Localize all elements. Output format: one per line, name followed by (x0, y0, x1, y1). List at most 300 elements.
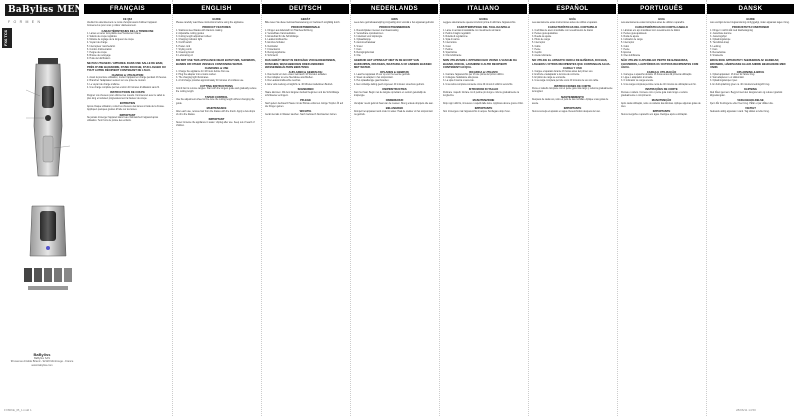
section-title: KNIPINSTRUCTIES (382, 88, 407, 92)
section-text: Leggere attentamente queste istruzioni prima di utilizzare l'apparecchio. (443, 21, 516, 24)
section-title: BELANGRIJK (385, 107, 404, 111)
section-text: 9. Huile de lubrification (87, 57, 111, 60)
language-column-deutsch (262, 0, 349, 416)
safety-warning: GEBRUIK HET APPARAAT NIET IN DE BUURT VAN BADKUIPEN, DOUCHES, WASTAFELS OF ANDERE BAKKEN MET WATER. (354, 59, 432, 69)
section-text: 5. Interruptor (532, 42, 546, 45)
section-title: PRODUCT FEATURES (202, 26, 231, 30)
product-illustration (18, 56, 78, 296)
instruction-section (354, 18, 435, 25)
section-text: 4. Eine volle Ladung ermöglicht ca. 40 Minuten kabellosen Betrieb. (265, 83, 333, 86)
instruction-section (87, 62, 168, 72)
section-title: IMPORTANT (119, 113, 136, 117)
language-column-nederlands (351, 0, 438, 416)
section-text: 4. Indicador de carga (621, 39, 643, 42)
language-body (176, 17, 257, 407)
section-text: Never immerse the appliance in water. Unplug after use. Keep out of reach of children. (176, 121, 255, 127)
language-header (529, 4, 616, 14)
section-text: 3. La spia di carica si accende. (443, 80, 475, 83)
instruction-section (710, 88, 791, 98)
instruction-section (710, 107, 791, 114)
instruction-section (621, 71, 702, 87)
instruction-section (532, 107, 613, 114)
section-text: 8. Reinigungsbürste (265, 51, 286, 54)
section-text: 3. Opladningslampen lyser. (710, 80, 738, 83)
safety-warning: NON UTILIZZARE L'APPARECCHIO VICINO A VASCHE DA BAGNO, DOCCE, LAVANDINI O ALTRI RECIPIENTI CONTENENTI ACQUA. (443, 59, 517, 69)
instruction-section (532, 85, 613, 95)
section-text: 3. O indicador de carga acende. (621, 80, 654, 83)
column-divider (261, 0, 262, 416)
instruction-section (532, 96, 613, 106)
section-title: ISTRUZIONI DI TAGLIO (468, 88, 499, 92)
section-text: 4. Oplaadlampje (354, 39, 371, 42)
instruction-section (265, 59, 346, 69)
language-header-label: NEDERLANDS (371, 5, 418, 12)
section-text: 9. Olio lubrificante (443, 54, 462, 57)
section-text: 3. Die Ladekontrollleuchte leuchtet. (265, 80, 301, 83)
section-title: CARACTERÍSTICAS DEL CORTAPELO (547, 26, 598, 30)
section-title: OPLADEN & GEBRUIK (380, 70, 409, 74)
instruction-section (87, 74, 168, 90)
section-text: 2. Ligue o adaptador à tomada. (621, 77, 653, 80)
instruction-section (443, 99, 524, 106)
section-title: CARACTERÍSTICAS DO CORTA-CABELO (635, 26, 688, 30)
section-text: Nach jedem Gebrauch Haare mit der Bürste entfernen. Einige Tropfen Öl auf die Klingen geben. (265, 102, 344, 108)
section-text: Lea atentamente estas instrucciones antes de utilizar el aparato. (532, 21, 598, 24)
section-title: CARACTÉRISTIQUES DE LA TONDEUSE (101, 29, 154, 33)
section-text: 5. Interrupteur marche/arrêt (87, 45, 116, 48)
brand-tagline: F O R M E N (8, 20, 42, 24)
column-divider (528, 0, 529, 416)
column-divider (439, 0, 440, 416)
section-text: 2. Verstelbare opzetkammen (354, 33, 384, 36)
instruction-section (621, 88, 702, 98)
section-text: Use the adjustment wheel to fine-tune the cutting length without changing the guide. (176, 99, 255, 105)
section-text: 1. Lames en acier inoxydable avec revêtement titane (87, 33, 141, 36)
section-text: 5. Ein/Aus-Schalter (265, 42, 285, 45)
section-title: CUTTING INSTRUCTIONS (200, 84, 233, 88)
section-text: 4. Voyant de charge (87, 42, 108, 45)
cover-footer (4, 352, 80, 367)
section-text: 6. Cavo (443, 45, 451, 48)
language-header-label: DANSK (738, 5, 763, 12)
language-header-label: ITALIANO (467, 5, 500, 12)
section-text: 1. Cargue el aparato durante 16 horas antes del primer uso. (532, 70, 594, 73)
section-text: 3. El piloto de carga se enciende. (532, 77, 566, 80)
section-text: Gerät niemals in Wasser tauchen. Nach Gebrauch Netzstecker ziehen. (265, 114, 338, 116)
section-text: 1. Das Gerät vor dem ersten Gebrauch 16 Stunden aufladen. (265, 74, 328, 77)
section-title: SCHNEIDEN (297, 88, 314, 92)
section-text: Veuillez lire attentivement ce mode d'emploi avant d'utiliser l'appareil. Conservez-le pour vous y référer ultérieurement. (87, 21, 158, 28)
section-text: 2. Sabots de coupe réglables (87, 36, 117, 39)
language-body (621, 17, 702, 407)
footer-logo: BaByliss (33, 352, 51, 357)
section-text: 4. Charging indicator light (176, 39, 203, 42)
language-body (87, 17, 168, 407)
instruction-section (532, 67, 613, 83)
section-title: ENTRETIEN (119, 102, 136, 106)
section-text: Kam het haar. Begin met de langste opzetkam en verkort geleidelijk de kniplengte. (354, 91, 426, 97)
section-text: 1. Carregue o aparelho durante 16 horas antes da primeira utilização. (621, 74, 692, 77)
section-text: Nunca sumerja el aparato en agua. Desenchúfelo después del uso. (532, 110, 601, 113)
safety-warning: DO NOT USE THIS APPLIANCE NEAR BATHTUBS, SHOWERS, BASINS OR OTHER VESSELS CONTAINING WATER. (176, 59, 256, 66)
safety-warning: NE PAS UTILISER L'APPAREIL DANS UNE SALLE DE BAIN, PRÈS D'UNE BAIGNOIRE, D'UNE DOUCHE, D'UN LAVABO OU TOUT AUTRE RÉCIPIENT CONTENANT DE L'EAU. (87, 62, 166, 72)
section-text: 4. Opladningslampe (710, 39, 731, 42)
section-text: 1. Caricare l'apparecchio per 16 ore prima del primo utilizzo. (443, 74, 505, 77)
section-text: 7. Styling comb (176, 48, 192, 51)
section-text: After each use, remove hair from the blades with the brush. Apply a few drops of oil to the blades. (176, 110, 256, 116)
section-text: 1. Lame in acciaio inossidabile con rivestimento al titanio (443, 30, 501, 33)
instruction-section (532, 59, 613, 66)
language-column-english (173, 0, 260, 416)
section-text: 4. Een volledige lading geeft ongeveer 40 minuten snoerloos gebruik. (354, 83, 425, 86)
language-column-dansk (707, 0, 794, 416)
section-text: 1. Klingen aus Edelstahl mit Titanbeschichtung (265, 30, 313, 33)
section-text: 4. Una carga completa permite unos 40 minutos de uso sin cable. (532, 80, 599, 83)
section-text: 9. Lubricating oil (176, 54, 193, 57)
section-title: MAINTENANCE (206, 107, 227, 110)
section-text: Peine el cabello. Empiece con el peine guía más largo y reduzca gradualmente la longitud. (532, 88, 613, 94)
section-title: PRODUCTKENMERKEN (379, 26, 410, 30)
section-text: 6. Cordon d'alimentation (87, 48, 112, 51)
instruction-section (265, 99, 346, 109)
section-title: CHARGING & USE (204, 67, 229, 71)
section-text: 3. Einstellrad für die Schnittlänge (265, 36, 299, 39)
section-text: Please carefully read these instructions before using the appliance. (176, 21, 245, 24)
section-title: GUIDE (212, 18, 221, 22)
instruction-section (87, 91, 168, 101)
clipper-diagram (26, 58, 70, 176)
section-text: 2. Plug the adapter into a mains socket. (176, 73, 217, 76)
section-text: 1. Lâminas em aço inoxidável com revestimento de titânio (621, 30, 680, 33)
language-body (532, 17, 613, 407)
section-text: 4. Piloto de carga (532, 39, 550, 42)
section-text: 6. Netzkabel (265, 45, 278, 48)
section-text: 8. Rensebørste (710, 51, 726, 54)
section-text: 1. Charge the appliance for 16 hours before first use. (176, 70, 230, 73)
model-label: FX6 TC6 (3, 30, 8, 47)
section-text: Non immergere mai l'apparecchio in acqua. Scollegare dopo l'uso. (443, 110, 511, 113)
section-text: Penteie o cabelo. Comece com o pente guia mais longo e reduza gradualmente o comprimento. (621, 91, 688, 97)
section-text: 8. Reinigingsborstel (354, 51, 375, 54)
section-text: 1. Stainless steel blades with titanium coating (176, 30, 223, 33)
section-title: WICHTIG (299, 110, 312, 114)
instruction-section (265, 71, 346, 87)
section-text: 2. Steek de adapter in het stopcontact. (354, 77, 394, 80)
column-divider (350, 0, 351, 416)
section-text: 8. Escova (621, 51, 632, 54)
instruction-section (354, 107, 435, 117)
instruction-section (443, 26, 524, 57)
section-text: 2. Verstellbare Kammaufsätze (265, 33, 296, 36)
instruction-section (621, 59, 702, 69)
section-text: 7. Pettine (443, 48, 453, 51)
section-title: AUFLADEN & GEBRAUCH (288, 70, 323, 74)
section-text: 3. Justeringshjul (710, 36, 727, 39)
section-text: Después de cada uso, retire el pelo de las cuchillas. Aplique unas gotas de aceite. (532, 99, 609, 105)
section-text: 8. Spazzolina (443, 51, 457, 54)
language-header-label: PORTUGUÊS (640, 5, 683, 12)
language-body (265, 17, 346, 407)
section-text: 5. Tænd/sluk-knap (710, 42, 729, 45)
section-title: KLIPNING (744, 88, 757, 92)
column-divider (617, 0, 618, 416)
section-text: Verwijder na elk gebruik haar van de messen. Breng enkele druppels olie aan. (354, 102, 434, 105)
instruction-section (710, 26, 791, 57)
section-text: 3. Molette de réglage de la longueur de coupe (87, 39, 134, 42)
section-text: 3. Rueda de ajuste (532, 36, 552, 39)
instruction-section (87, 18, 168, 28)
accessories-diagram (24, 268, 72, 290)
section-text: 9. Aceite lubricante (532, 54, 552, 57)
instruction-section (710, 99, 791, 106)
section-title: PRODUKTETS FUNKTIONER (732, 26, 769, 30)
safety-warning: NÃO UTILIZE O APARELHO PERTO DE BANHEIRAS, CHUVEIROS, LAVATÓRIOS OU OUTROS RECIPIENTES COM ÁGUA. (621, 59, 699, 69)
section-text: 2. Enchufe el adaptador a la toma de corriente. (532, 73, 580, 76)
section-text: 1. Avant la première utilisation, mettez l'appareil en charge pendant 16 heures. (87, 77, 167, 80)
section-text: 3. Cutting length adjustment wheel (176, 36, 212, 39)
section-title: GUÍA (569, 18, 576, 22)
section-text: 4. Une charge complète permet environ 40 minutes d'utilisation sans fil. (87, 86, 160, 89)
section-title: INSTRUÇÕES DE CORTE (645, 88, 678, 92)
section-text: Red håret igennem. Begynd med den længste kam og reducer gradvist klippelængden. (710, 91, 783, 97)
section-title: CARGA Y USO (563, 67, 582, 71)
instruction-section (710, 18, 791, 25)
instruction-section (265, 26, 346, 57)
section-text: Nunca mergulhe o aparelho em água. Desligue após a utilização. (621, 114, 688, 116)
section-text: 7. Peigne de coupe (87, 51, 107, 54)
section-title: RICARICA & UTILIZZO (469, 70, 498, 74)
instruction-section (443, 59, 524, 69)
section-title: VIGTIGT (745, 107, 756, 111)
section-text: 6. Power cord (176, 45, 191, 48)
section-title: OPLADNING & BRUG (736, 70, 765, 74)
section-text: 1. Cuchillas de acero inoxidable con revestimiento de titanio (532, 30, 594, 33)
instruction-section (354, 99, 435, 106)
instruction-section (443, 88, 524, 98)
instruction-section (532, 26, 613, 57)
section-title: MANUTENÇÃO (651, 99, 672, 103)
section-title: CARGA E UTILIZAÇÃO (646, 70, 677, 74)
instruction-section (710, 59, 791, 69)
section-title: MANUTENZIONE (472, 99, 495, 103)
section-title: GUIA (658, 18, 665, 22)
section-text: 4. Uma carga completa permite cerca de 40 minutos de utilização sem fio. (621, 83, 697, 86)
language-column-français (84, 0, 171, 416)
section-text: 6. Snoer (354, 45, 363, 48)
instruction-section (265, 110, 346, 117)
section-text: 5. On/off switch (176, 42, 192, 45)
section-title: IMPORTANTE (474, 107, 493, 111)
section-text: 1. Laad het apparaat 16 uur op voor het eerste gebruik. (354, 74, 411, 77)
language-header-label: DEUTSCH (289, 5, 322, 12)
section-text: 9. Óleo lubrificante (621, 54, 641, 57)
instruction-section (710, 71, 791, 87)
section-text: 2. Den Adapter an eine Steckdose anschließen. (265, 77, 314, 80)
section-title: MANTENIMIENTO (561, 95, 584, 99)
section-text: 7. Frisierkamm (265, 48, 281, 51)
section-title: IMPORTANT (208, 118, 225, 122)
instruction-section (87, 114, 168, 124)
language-header-label: ENGLISH (201, 5, 232, 12)
instruction-section (354, 26, 435, 57)
section-text: 4. Ladekontrollleuchte (265, 39, 288, 42)
footer-line: www.babyliss.com (31, 363, 53, 367)
section-text: 1. Oplad apparatet i 16 timer før første brug. (710, 74, 755, 77)
section-text: 2. Branchez l'adaptateur secteur sur une prise de courant. (87, 80, 147, 83)
section-text: Leia atentamente estas instruções antes de utilizar o aparelho. (621, 21, 685, 24)
instruction-section (176, 26, 257, 57)
section-text: 2. Pentes guia ajustáveis (621, 33, 647, 36)
language-header-label: FRANÇAIS (109, 5, 146, 12)
instruction-section (176, 85, 257, 95)
section-title: CHARGE & UTILISATION (111, 73, 144, 77)
section-title: IMPORTANTE (563, 107, 582, 110)
language-header (707, 4, 794, 14)
section-text: 1. Klinger i rustfrit stål med titanbelægning (710, 30, 753, 33)
section-text: 4. En fuld opladning giver ca. 40 minutters ledningsfri brug. (710, 83, 770, 86)
section-text: 5. Aan/uit-schakelaar (354, 42, 376, 45)
instruction-section (443, 107, 524, 114)
safety-warning: BRUG IKKE APPARATET I NÆRHEDEN AF BADEKAR, BRUSERE, HÅNDVASKE ELLER ANDRE BEHOLDERE MED VAND. (710, 59, 786, 69)
section-text: 7. Peine (532, 48, 541, 51)
instruction-section (354, 59, 435, 69)
section-text: 6. Ledning (710, 45, 721, 48)
section-title: INSTRUCTIONS DE COUPE (110, 91, 145, 95)
instruction-section (87, 30, 168, 61)
instruction-section (176, 59, 257, 66)
section-text: 2. Adjustable cutting guides (176, 33, 204, 36)
language-column-español (529, 0, 616, 416)
instruction-section (354, 88, 435, 98)
instruction-section (621, 26, 702, 57)
section-text: 2. Justerbare kamme (710, 33, 732, 36)
instruction-section (621, 18, 702, 25)
language-header (618, 4, 705, 14)
section-text: 2. Pettini di taglio regolabili (443, 33, 471, 36)
section-text: 4. Una carica completa consente circa 40 minuti di utilizzo senza filo. (443, 83, 513, 86)
section-text: Fjern hår fra klingerne efter hver brug. Påfør et par dråber olie. (710, 102, 774, 105)
section-text: 6. Cable (532, 45, 541, 48)
section-text: Peignez vos cheveux pour éliminer les nœuds. Commencez avec le sabot le plus long et réduisez progressivement la hauteur de coupe. (87, 94, 165, 100)
column-divider (172, 0, 173, 416)
section-text: 3. Het oplaadlampje gaat branden. (354, 80, 390, 83)
section-text: 8. Brosse de nettoyage (87, 54, 111, 57)
model-tab (2, 28, 12, 48)
section-text: 3. Rotella di regolazione (443, 36, 468, 39)
section-text: Dopo ogni utilizzo, rimuovere i capelli dalle lame. Applicare alcune gocce d'olio. (443, 102, 524, 105)
language-body (443, 17, 524, 407)
language-column-italiano (440, 0, 527, 416)
section-text: Læs venligst denne brugsanvisning omhyggeligt, inden apparatet tages i brug. (710, 21, 790, 24)
section-text: 8. Cepillo (532, 51, 542, 54)
section-text: Haare kämmen. Mit dem längsten Aufsatz beginnen und die Schnittlänge schrittweise verringern. (265, 91, 340, 97)
section-text: Dompel het apparaat nooit onder in water. Haal de stekker uit het stopcontact na gebruik. (354, 110, 433, 116)
section-text: Bitte lesen Sie diese Gebrauchsanweisung vor Gebrauch sorgfältig durch. (265, 21, 341, 24)
language-column-português (618, 0, 705, 416)
section-title: PFLEGE (300, 99, 311, 103)
section-text: 7. Kam (354, 48, 362, 51)
section-text: 1. Roestvrijstalen messen met titaancoating (354, 30, 399, 33)
instruction-section (87, 102, 168, 112)
section-title: VEDLIGEHOLDELSE (737, 99, 764, 103)
instruction-section (176, 18, 257, 25)
section-text: 7. Kam (710, 48, 718, 51)
section-title: CARATTERISTICHE DEL TAGLIACAPELLI (456, 26, 511, 30)
cover-panel (0, 0, 82, 416)
language-header (440, 4, 527, 14)
instruction-section (176, 96, 257, 106)
section-title: GUIDA (479, 18, 488, 22)
instruction-section (354, 71, 435, 87)
section-title: ONDERHOUD (385, 99, 404, 103)
section-text: Lees deze gebruiksaanwijzing zorgvuldig door voordat u het apparaat gebruikt. (354, 21, 435, 24)
print-code: FX806E_IB_1.indd 1 (4, 408, 32, 412)
brand-logo: BaByliss MEN (8, 5, 84, 15)
safety-warning: NO UTILICE EL APARATO CERCA DE BAÑERAS, DUCHAS, LAVABOS U OTROS RECIPIENTES QUE CONTENGAN AGUA. (532, 59, 611, 66)
instruction-section (176, 107, 257, 117)
section-title: IMPORTANTE (652, 110, 671, 114)
language-body (354, 17, 435, 407)
section-text: 2. Collegare l'adattatore alla presa. (443, 77, 479, 80)
section-title: PRODUKTMERKMALE (291, 26, 320, 30)
section-title: GERÄT (300, 18, 311, 22)
instruction-section (443, 18, 524, 25)
section-text: 3. Roda de ajuste (621, 36, 640, 39)
section-text: 5. Interruttore (443, 42, 457, 45)
section-text: 9. Olie (354, 54, 361, 57)
section-text: 4. A full charge provides approximately 40 minutes of cordless use. (176, 80, 244, 83)
section-title: GIDS (391, 18, 398, 22)
section-text: 9. Smøreolie (710, 54, 724, 57)
section-text: Nedsænk aldrig apparatet i vand. Tag stikket ud efter brug. (710, 110, 770, 113)
footer-line: 99 avenue Aristide Briand - 92120 Montrouge - France (10, 360, 74, 364)
section-title: INSTRUCCIONES DE CORTE (554, 84, 591, 88)
print-date: 28/06/11 14:50 (736, 408, 756, 412)
section-text: Comb hair to remove tangles. Start with the longest guide and gradually reduce the cutting length. (176, 88, 257, 94)
section-text: 7. Pente (621, 48, 630, 51)
footer-line: BaByliss SAS (34, 357, 50, 360)
section-text: 8. Cleaning brush (176, 51, 195, 54)
instruction-section (443, 71, 524, 87)
instruction-section (265, 88, 346, 98)
column-divider (706, 0, 707, 416)
section-title: TAPER CONTROL (205, 95, 228, 99)
section-text: 3. The charging light illuminates. (176, 77, 209, 80)
section-text: 9. Schmieröl (265, 54, 278, 57)
instruction-section (532, 18, 613, 25)
section-text: 2. Sæt adapteren i en stikkontakt. (710, 77, 745, 80)
section-text: Ne jamais immerger l'appareil dans l'eau. Débranchez l'appareil après utilisation. Tenir hors de portée des enfants. (87, 117, 159, 123)
section-text: Pettinare i capelli. Iniziare con il pettine più lungo e ridurre gradualmente la lunghezza. (443, 91, 519, 97)
language-header (173, 4, 260, 14)
language-header (84, 4, 171, 14)
section-text: 4. Spia di carica (443, 39, 460, 42)
instruction-section (621, 110, 702, 117)
safety-warning: DAS GERÄT NICHT IN DER NÄHE VON BADEWANNEN, DUSCHEN, WASCHBECKEN ODER ANDEREN WASSERBEHÄLTERN BENUTZEN. (265, 59, 336, 69)
section-text: Après chaque utilisation, retirez les cheveux des lames à l'aide de la brosse. Appliquez quelques gouttes d'huile sur les lames. (87, 105, 165, 112)
section-title: GUIDE (746, 18, 755, 22)
section-text: 5. Interruptor (621, 42, 635, 45)
language-body (710, 17, 791, 407)
section-title: CE QUI (122, 18, 133, 22)
charging-stand-diagram (30, 206, 66, 256)
section-text: 6. Cabo (621, 45, 630, 48)
section-text: 3. Le voyant de charge s'allume. (87, 83, 120, 86)
instruction-section (176, 118, 257, 128)
language-header (351, 4, 438, 14)
instruction-section (265, 18, 346, 25)
instruction-section (176, 67, 257, 83)
